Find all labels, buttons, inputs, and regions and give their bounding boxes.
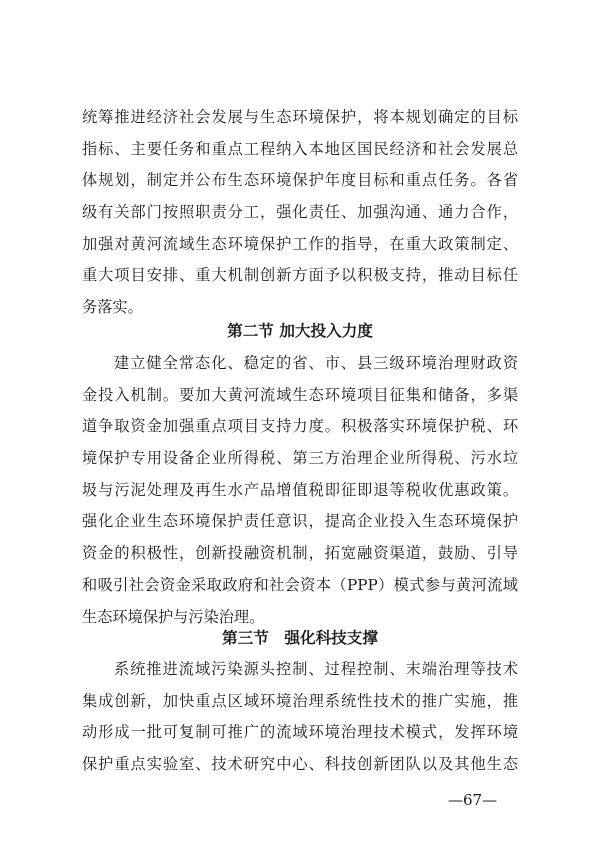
body-line: 指标、主要任务和重点工程纳入本地区国民经济和社会发展总 (82, 139, 518, 158)
body-line: 重大项目安排、重大机制创新方面予以积极支持，推动目标任 (82, 266, 518, 285)
body-line: 金投入机制。要加大黄河流域生态环境项目征集和储备，多渠 (82, 385, 518, 404)
body-line: 强化企业生态环境保护责任意识，提高企业投入生态环境保护 (82, 512, 518, 531)
body-line: 和吸引社会资金采取政府和社会资本（PPP）模式参与黄河流域 (82, 575, 518, 594)
body-line: 系统推进流域污染源头控制、过程控制、末端治理等技术 (114, 660, 518, 678)
body-line: 集成创新，加快重点区域环境治理系统性技术的推广实施，推 (82, 691, 518, 710)
body-line: 境保护专用设备企业所得税、第三方治理企业所得税、污水垃 (82, 449, 518, 468)
body-line: 级有关部门按照职责分工，强化责任、加强沟通、通力合作， (82, 203, 518, 222)
page-number: —67— (448, 791, 498, 809)
body-line: 保护重点实验室、技术研究中心、科技创新团队以及其他生态 (82, 755, 518, 774)
body-line: 务落实。 (82, 298, 143, 317)
body-line: 道争取资金加强重点项目支持力度。积极落实环境保护税、环 (82, 417, 518, 436)
body-line: 资金的积极性，创新投融资机制，拓宽融资渠道，鼓励、引导 (82, 544, 518, 563)
paragraph-2 (82, 348, 518, 633)
body-line: 圾与污泥处理及再生水产品增值税即征即退等税收优惠政策。 (82, 480, 518, 499)
paragraph-1 (82, 102, 518, 324)
body-line: 建立健全常态化、稳定的省、市、县三级环境治理财政资 (114, 354, 518, 372)
body-line: 动形成一批可复制可推广的流域环境治理技术模式，发挥环境 (82, 723, 518, 742)
section-heading-3: 第三节 强化科技支撑 (222, 628, 378, 647)
body-line: 统筹推进经济社会发展与生态环境保护，将本规划确定的目标 (82, 108, 518, 126)
body-line: 生态环境保护与污染治理。 (82, 607, 265, 626)
paragraph-3 (82, 654, 518, 781)
body-line: 加强对黄河流域生态环境保护工作的指导，在重大政策制定、 (82, 234, 518, 253)
body-line: 体规划，制定并公布生态环境保护年度目标和重点任务。各省 (82, 171, 518, 190)
section-heading-2: 第二节 加大投入力度 (227, 321, 373, 340)
